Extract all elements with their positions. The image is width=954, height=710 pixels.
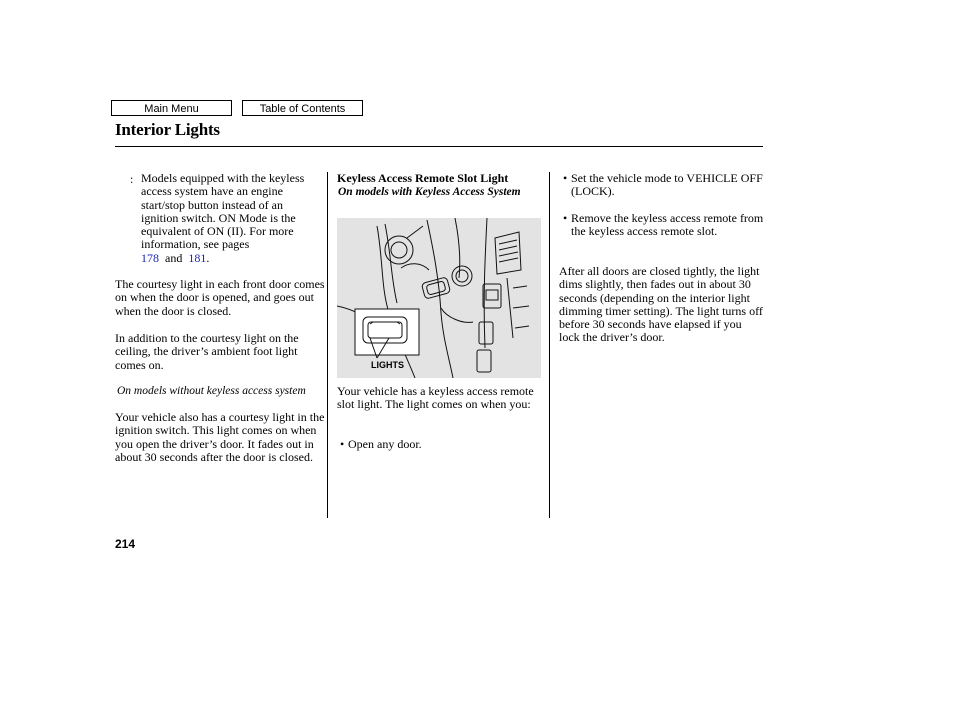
section-heading: Keyless Access Remote Slot Light (337, 171, 509, 185)
keyless-note-and: and (165, 250, 183, 265)
title-divider (115, 146, 763, 147)
bullet-text: Set the vehicle mode to VEHICLE OFF (LOCK). (571, 171, 763, 199)
keyless-note-text: Models equipped with the keyless access system have an engine start/stop button instead of an ignition switch. ON Mode is the equivalent of ON (II). For more information, see pages (141, 171, 305, 252)
main-menu-button[interactable]: Main Menu (111, 100, 232, 116)
page-number: 214 (115, 537, 136, 551)
section-subheading: On models with Keyless Access System (338, 186, 521, 198)
column-divider-1 (327, 172, 328, 518)
bullet-dot: • (340, 437, 345, 451)
page-link-178[interactable]: 178 (141, 250, 159, 265)
bullet-open-door (340, 438, 540, 451)
bullet-remove-remote (563, 212, 765, 239)
keyless-note-period: . (206, 250, 210, 265)
column-divider-2 (549, 172, 550, 518)
bullet-dot: • (563, 171, 568, 185)
courtesy-light-paragraph: The courtesy light in each front door comes on when the door is opened, and goes out when the door is closed. (115, 277, 325, 318)
bullet-text: Open any door. (348, 437, 422, 451)
bullet-text: Remove the keyless access remote from the keyless access remote slot. (571, 211, 764, 239)
model-note: On models without keyless access system (117, 385, 306, 397)
fade-out-paragraph: After all doors are closed tightly, the light dims slightly, then fades out in about 30 seconds (depending on the interior light dimming timer setting). The light turns off before 30 seconds have elapsed if you lock the driver’s door. (559, 264, 763, 345)
page-title: Interior Lights (115, 120, 220, 139)
keyless-note (141, 172, 323, 265)
page-link-181[interactable]: 181 (188, 250, 207, 265)
table-of-contents-button[interactable]: Table of Contents (242, 100, 363, 116)
bullet-dot: • (563, 211, 568, 225)
ambient-light-paragraph: In addition to the courtesy light on the ceiling, the driver’s ambient foot light comes on. (115, 331, 299, 372)
lights-callout-label: LIGHTS (371, 360, 404, 370)
ignition-light-paragraph: Your vehicle also has a courtesy light in the ignition switch. This light comes on when you open the driver’s door. It fades out in about 30 seconds after the door is closed. (115, 410, 325, 464)
slot-light-paragraph: Your vehicle has a keyless access remote slot light. The light comes on when you: (337, 384, 534, 412)
note-colon: : (130, 172, 134, 186)
bullet-vehicle-off (563, 172, 763, 199)
remote-slot-illustration (337, 218, 541, 378)
